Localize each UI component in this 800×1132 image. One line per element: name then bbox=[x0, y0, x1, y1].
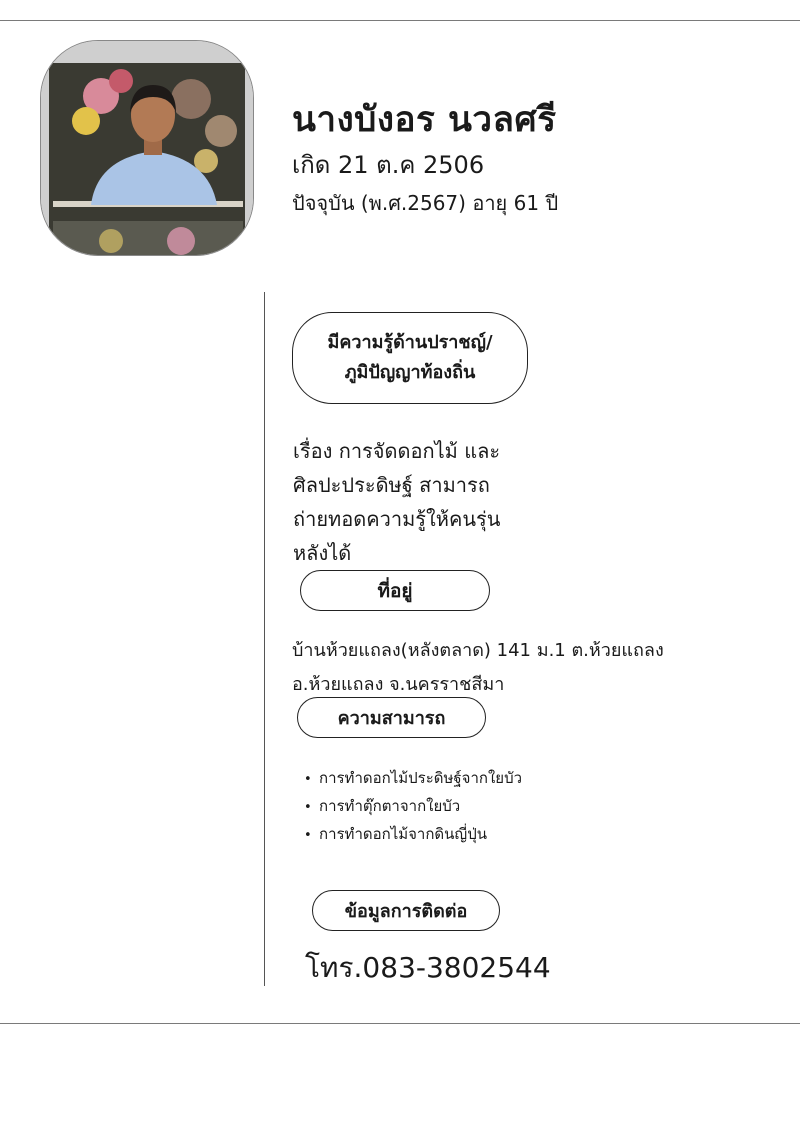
bottom-divider bbox=[0, 1023, 800, 1024]
portrait-image bbox=[41, 41, 253, 255]
knowledge-heading-line2: ภูมิปัญญาท้องถิ่น bbox=[344, 362, 476, 383]
profile-photo bbox=[40, 40, 254, 256]
address-text bbox=[292, 634, 664, 702]
knowledge-description bbox=[293, 434, 500, 570]
vertical-divider bbox=[264, 292, 265, 986]
knowledge-line: เรื่อง การจัดดอกไม้ และ bbox=[293, 439, 501, 463]
address-line2: อ.ห้วยแถลง จ.นครราชสีมา bbox=[292, 674, 505, 695]
knowledge-heading-line1: มีความรู้ด้านปราชญ์/ bbox=[327, 332, 493, 353]
knowledge-line: ศิลปะประดิษฐ์ สามารถ bbox=[293, 473, 490, 497]
phone-number: โทร.083-3802544 bbox=[305, 951, 551, 984]
ability-item: • การทำดอกไม้ประดิษฐ์จากใยบัว bbox=[304, 764, 522, 792]
person-name: นางบังอร นวลศรี bbox=[292, 100, 557, 140]
top-divider bbox=[0, 20, 800, 21]
knowledge-heading bbox=[292, 312, 528, 404]
address-heading: ที่อยู่ bbox=[300, 570, 490, 611]
ability-list bbox=[304, 764, 522, 848]
birth-date: เกิด 21 ต.ค 2506 bbox=[292, 151, 485, 179]
ability-item: • การทำตุ๊กตาจากใยบัว bbox=[304, 792, 522, 820]
address-line1: บ้านห้วยแถลง(หลังตลาด) 141 ม.1 ต.ห้วยแถลง bbox=[292, 640, 664, 661]
knowledge-line: ถ่ายทอดความรู้ให้คนรุ่น bbox=[293, 507, 501, 531]
current-age: ปัจจุบัน (พ.ศ.2567) อายุ 61 ปี bbox=[292, 191, 559, 215]
contact-heading: ข้อมูลการติดต่อ bbox=[312, 890, 500, 931]
ability-item: • การทำดอกไม้จากดินญี่ปุ่น bbox=[304, 820, 522, 848]
ability-heading: ความสามารถ bbox=[297, 697, 486, 738]
knowledge-line: หลังได้ bbox=[293, 541, 352, 565]
